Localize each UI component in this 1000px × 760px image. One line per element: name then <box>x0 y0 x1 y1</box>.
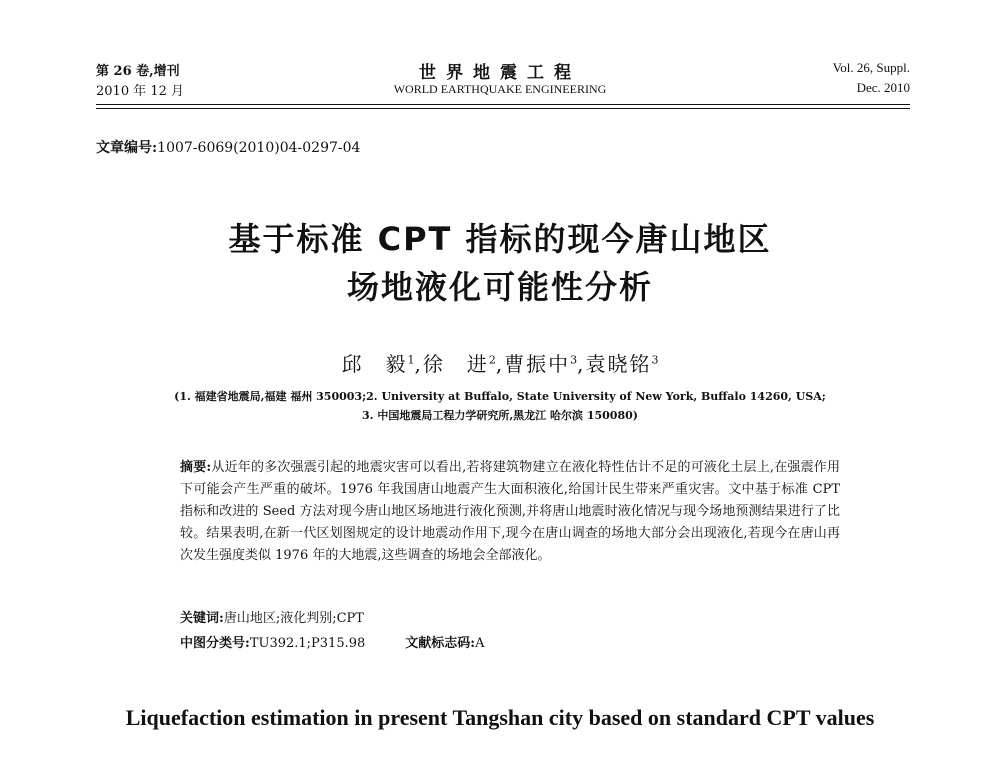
doc-code-label: 文献标志码: <box>405 636 476 651</box>
keywords-text: 唐山地区;液化判别;CPT <box>223 611 364 626</box>
title-line-2: 场地液化可能性分析 <box>346 268 653 306</box>
author-affiliation-mark: 1 <box>407 353 415 367</box>
clc-text: TU392.1;P315.98 <box>249 636 366 651</box>
author-name: 袁晓铭 <box>585 352 652 376</box>
author-affiliation-mark: 2 <box>488 353 496 367</box>
keywords-label: 关键词: <box>180 611 224 626</box>
journal-name-en: WORLD EARTHQUAKE ENGINEERING <box>393 82 607 96</box>
date-cn: 2010 年 12 月 <box>96 84 185 99</box>
author-separator: , <box>495 352 505 376</box>
affiliations-line-1: (1. 福建省地震局,福建 福州 350003;2. University at Buffalo, State University of New York, Buffalo 14260, USA; <box>174 390 826 403</box>
author-affiliation-mark: 3 <box>651 353 659 367</box>
header-rule-thin <box>96 108 910 109</box>
volume-cn: 第 26 卷,增刊 <box>96 64 180 79</box>
date-en: Dec. 2010 <box>856 80 910 95</box>
volume-en: Vol. 26, Suppl. <box>832 60 910 75</box>
keywords <box>180 608 840 630</box>
affiliations-line-2: 3. 中国地震局工程力学研究所,黑龙江 哈尔滨 150080) <box>362 409 638 422</box>
abstract-text: 从近年的多次强震引起的地震灾害可以看出,若将建筑物建立在液化特性估计不足的可液化土层上,在强震作用下可能会产生严重的破坏。1976 年我国唐山地震产生大面积液化,给国计民生带来严重灾害。文中基于标准 CPT 指标和改进的 Seed 方法对现今唐山地区场地进行液化预测,并将唐山地震时液化情况与现今场地预测结果进行了比较。结果表明,在新一代区划图规定的设计地震动作用下,现今在唐山调查的场地大部分会出现液化,若现今在唐山再次发生强度类似 1976 年的大地震,这些调查的场地会全部液化。 <box>180 460 841 563</box>
author-name: 徐 进 <box>422 352 489 376</box>
abstract-label: 摘要: <box>180 460 212 475</box>
clc-label: 中图分类号: <box>180 636 250 651</box>
journal-name-cn: 世界地震工程 <box>419 63 581 83</box>
author-affiliation-mark: 3 <box>570 353 578 367</box>
doc-code-text: A <box>475 636 485 651</box>
article-id <box>96 137 360 157</box>
article-id-value: 1007-6069(2010)04-0297-04 <box>157 140 361 156</box>
author-name: 邱 毅 <box>341 352 408 376</box>
title-line-1: 基于标准 CPT 指标的现今唐山地区 <box>228 220 772 258</box>
english-title: Liquefaction estimation in present Tangshan city based on standard CPT values <box>125 705 875 730</box>
author-list <box>0 348 1000 377</box>
classification <box>180 633 840 655</box>
author-name: 曹振中 <box>504 352 571 376</box>
article-id-label: 文章编号: <box>96 140 158 156</box>
header-rule <box>96 104 910 105</box>
author-separator: , <box>414 352 423 376</box>
abstract <box>180 457 840 567</box>
author-separator: , <box>577 352 586 376</box>
